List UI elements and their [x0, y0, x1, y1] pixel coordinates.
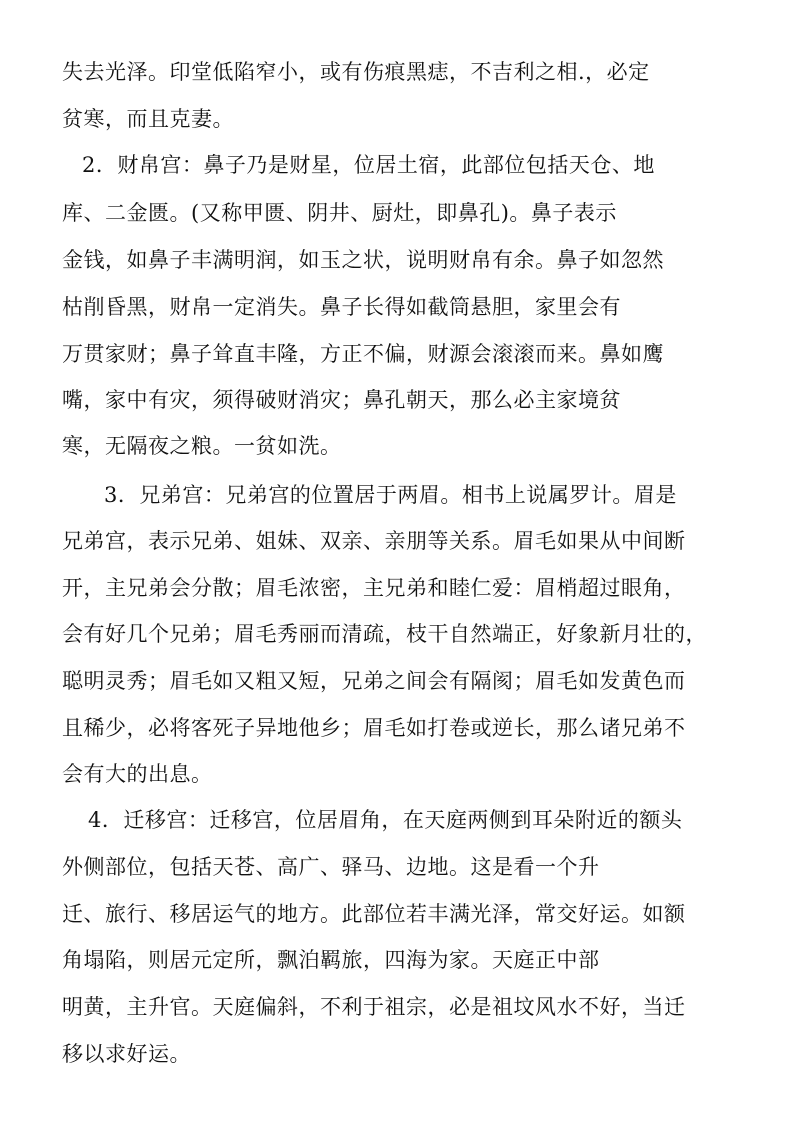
text-line: 2．财帛宫：鼻子乃是财星，位居土宿，此部位包括天仓、地 — [82, 153, 655, 177]
text-line: 会有大的出息。 — [62, 762, 213, 786]
text-line: 且稀少，必将客死子异地他乡；眉毛如打卷或逆长，那么诸兄弟不 — [62, 716, 686, 740]
text-line: 贫寒，而且克妻。 — [62, 107, 234, 131]
text-line: 金钱，如鼻子丰满明润，如玉之状，说明财帛有余。鼻子如忽然 — [62, 248, 664, 272]
text-line: 外侧部位，包括天苍、高广、驿马、边地。这是看一个升 — [62, 855, 600, 879]
text-line: 兄弟宫，表示兄弟、姐妹、双亲、亲朋等关系。眉毛如果从中间断 — [62, 529, 686, 553]
text-line: 万贯家财；鼻子耸直丰隆，方正不偏，财源会滚滚而来。鼻如鹰 — [62, 342, 664, 366]
text-line: 角塌陷，则居元定所，飘泊羁旅，四海为家。天庭正中部 — [62, 948, 600, 972]
text-line: 聪明灵秀；眉毛如又粗又短，兄弟之间会有隔阂；眉毛如发黄色而 — [62, 669, 686, 693]
text-line: 会有好几个兄弟；眉毛秀丽而清疏，枝干自然端正，好象新月壮的， — [62, 622, 707, 646]
text-line: 嘴，家中有灾，须得破财消灾；鼻孔朝天，那么必主家境贫 — [62, 388, 621, 412]
text-line: 库、二金匮。(又称甲匮、阴井、厨灶，即鼻孔)。鼻子表示 — [62, 201, 617, 225]
text-line: 迁、旅行、移居运气的地方。此部位若丰满光泽，常交好运。如额 — [62, 902, 686, 926]
text-line: 3．兄弟宫：兄弟宫的位置居于两眉。相书上说属罗计。眉是 — [104, 483, 677, 507]
text-line: 4．迁移宫：迁移宫，位居眉角，在天庭两侧到耳朵附近的额头 — [88, 808, 683, 832]
text-line: 明黄，主升官。天庭偏斜，不利于祖宗，必是祖坟风水不好，当迁 — [62, 995, 686, 1019]
text-line: 失去光泽。印堂低陷窄小，或有伤痕黑痣，不吉利之相.，必定 — [62, 60, 650, 84]
text-line: 枯削昏黑，财帛一定消失。鼻子长得如截筒悬胆，家里会有 — [62, 295, 621, 319]
text-line: 寒，无隔夜之粮。一贫如洗。 — [62, 434, 342, 458]
text-line: 开，主兄弟会分散；眉毛浓密，主兄弟和睦仁爱：眉梢超过眼角， — [62, 576, 686, 600]
text-line: 移以求好运。 — [62, 1042, 191, 1066]
